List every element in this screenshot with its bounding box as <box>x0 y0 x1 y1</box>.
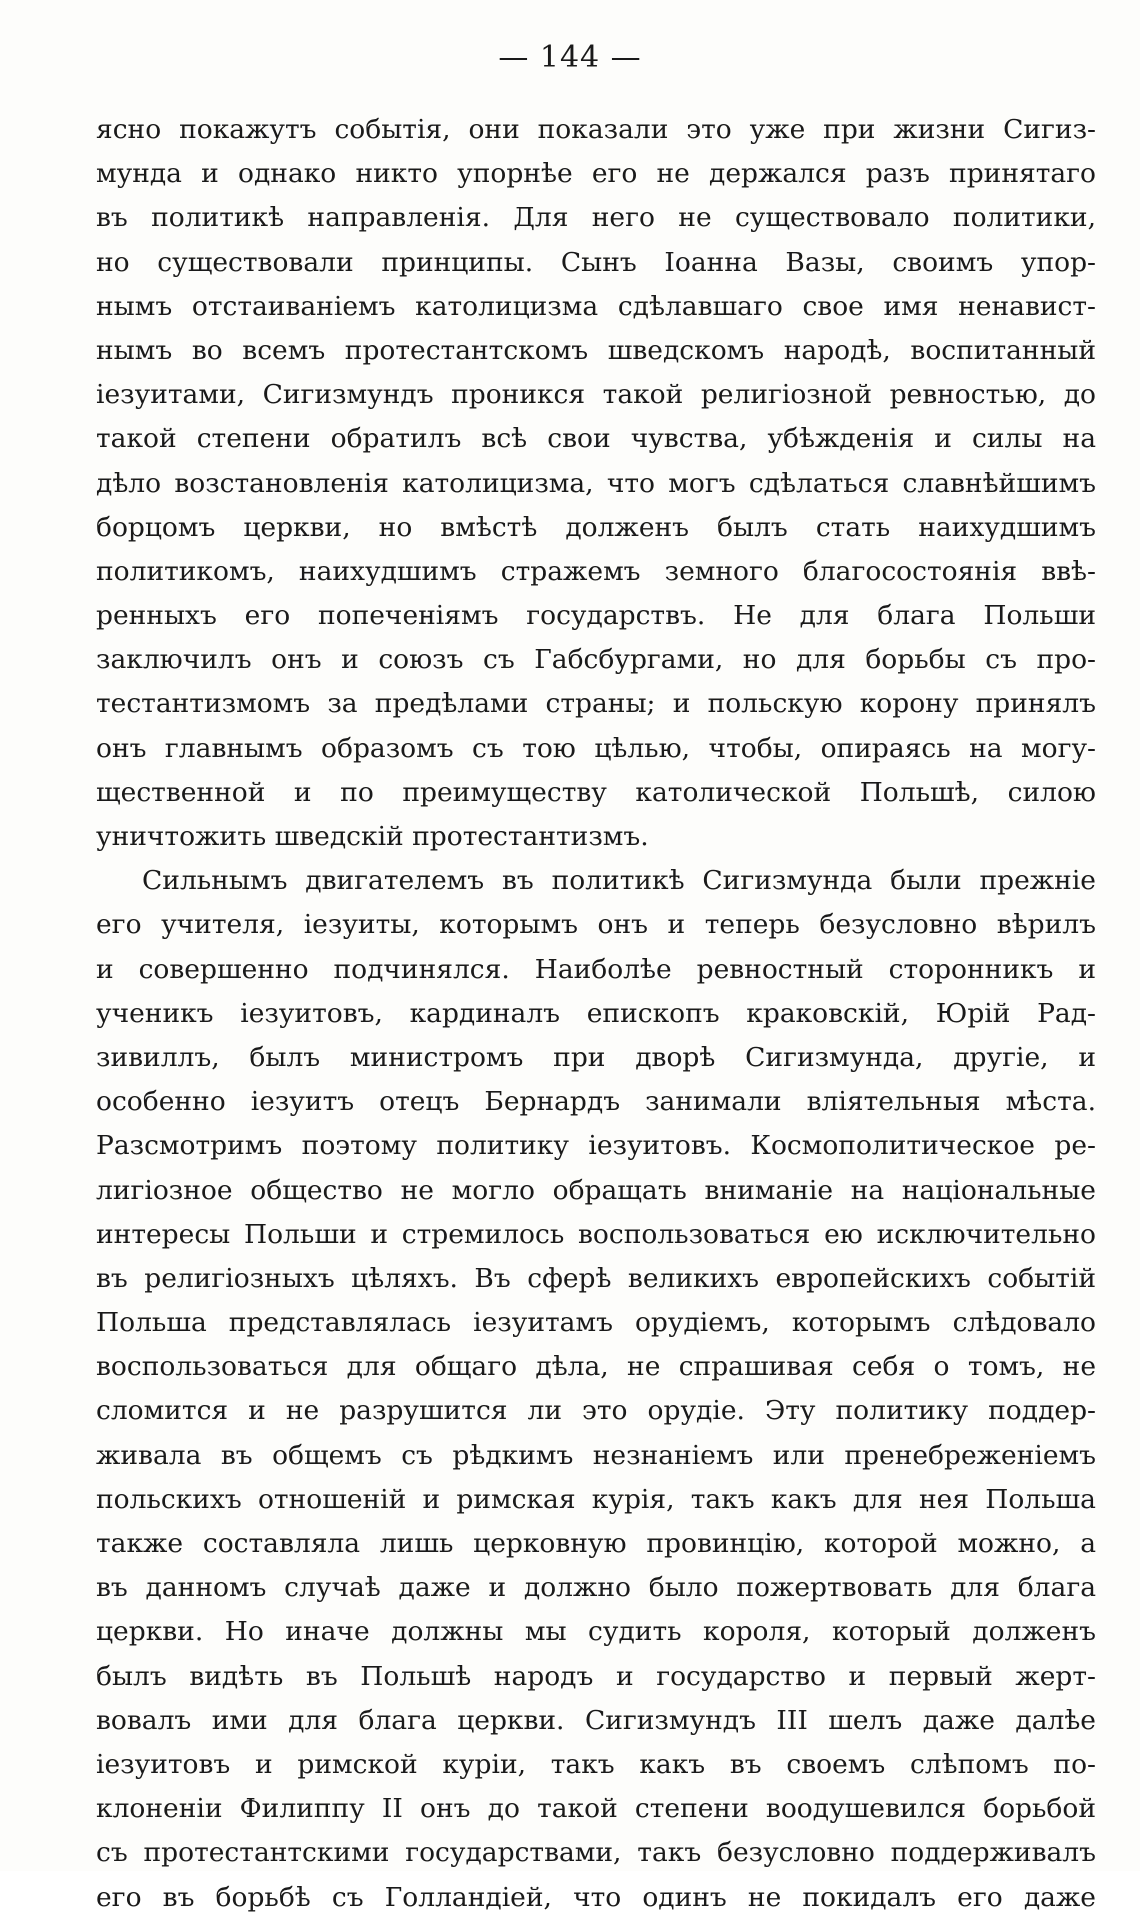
text-line: онъ главнымъ образомъ съ тою цѣлью, чтобы, опираясь на могу- <box>96 732 1096 764</box>
text-line: ясно покажутъ событія, они показали это уже при жизни Сигиз- <box>96 114 1096 145</box>
text-line: съ протестантскими государствами, такъ безусловно поддерживалъ <box>96 1837 1096 1869</box>
text-line: дѣло возстановленія католицизма, что могъ сдѣлаться славнѣйшимъ <box>96 467 1096 499</box>
text-line: въ данномъ случаѣ даже и должно было пожертвовать для блага <box>96 1572 1096 1604</box>
text-line: щественной и по преимуществу католической Польшѣ, силою <box>96 776 1096 808</box>
text-line: борцомъ церкви, но вмѣстѣ долженъ былъ стать наихудшимъ <box>96 511 1096 543</box>
text-line: его учителя, іезуиты, которымъ онъ и теперь безусловно вѣрилъ <box>96 909 1096 941</box>
text-line: сломится и не разрушится ли это орудіе. Эту политику поддер- <box>96 1395 1096 1427</box>
text-line: нымъ отстаиваніемъ католицизма сдѣлавшаго свое имя ненавист- <box>96 290 1096 322</box>
text-line: церкви. Но иначе должны мы судить короля, который долженъ <box>96 1616 1096 1648</box>
text-line: польскихъ отношеній и римская курія, такъ какъ для нея Польша <box>96 1483 1096 1515</box>
text-line: іезуитами, Сигизмундъ проникся такой религіозной ревностью, до <box>96 379 1096 411</box>
text-line: ученикъ іезуитовъ, кардиналъ епископъ краковскій, Юрій Рад- <box>96 997 1096 1029</box>
text-line: ренныхъ его попеченіямъ государствъ. Не для блага Польши <box>96 600 1096 632</box>
text-line: заключилъ онъ и союзъ съ Габсбургами, но для борьбы съ про- <box>96 644 1096 676</box>
text-line: Польша представлялась іезуитамъ орудіемъ, которымъ слѣдовало <box>96 1307 1096 1339</box>
text-line: въ религіозныхъ цѣляхъ. Въ сферѣ великихъ европейскихъ событій <box>96 1262 1096 1294</box>
text-line: мунда и однако никто упорнѣе его не держался разъ принятаго <box>96 158 1096 190</box>
text-line: тестантизмомъ за предѣлами страны; и польскую корону принялъ <box>96 688 1096 720</box>
text-line: клоненіи Филиппу II онъ до такой степени воодушевился борьбой <box>96 1793 1096 1825</box>
text-line: іезуитовъ и римской куріи, такъ какъ въ своемъ слѣпомъ по- <box>96 1748 1096 1780</box>
text-line: его въ борьбѣ съ Голландіей, что одинъ не покидалъ его даже <box>96 1881 1096 1913</box>
text-line: воспользоваться для общаго дѣла, не спрашивая себя о томъ, не <box>96 1351 1096 1383</box>
text-line: вовалъ ими для блага церкви. Сигизмундъ III шелъ даже далѣе <box>96 1704 1096 1736</box>
body-text <box>96 108 1096 1920</box>
text-line: въ политикѣ направленія. Для него не существовало политики, <box>96 202 1096 234</box>
text-line: интересы Польши и стремилось воспользоваться ею исключительно <box>96 1218 1096 1250</box>
paragraph-end-line: уничтожить шведскій протестантизмъ. <box>96 821 649 852</box>
page-number: — 144 — <box>498 40 642 75</box>
text-line: былъ видѣть въ Польшѣ народъ и государство и первый жерт- <box>96 1660 1096 1692</box>
text-line: также составляла лишь церковную провинцію, которой можно, а <box>96 1528 1096 1559</box>
text-line: нымъ во всемъ протестантскомъ шведскомъ народѣ, воспитанный <box>96 334 1096 366</box>
text-line: зивиллъ, былъ министромъ при дворѣ Сигизмунда, другіе, и <box>96 1041 1096 1073</box>
text-line: политикомъ, наихудшимъ стражемъ земного благосостоянія ввѣ- <box>96 555 1096 587</box>
text-line: и совершенно подчинялся. Наиболѣе ревностный сторонникъ и <box>96 953 1096 985</box>
text-line: лигіозное общество не могло обращать вниманіе на національные <box>96 1174 1096 1206</box>
text-line: особенно іезуитъ отецъ Бернардъ занимали вліятельныя мѣста. <box>96 1086 1096 1118</box>
text-line: такой степени обратилъ всѣ свои чувства, убѣжденія и силы на <box>96 423 1096 455</box>
text-line: но существовали принципы. Сынъ Іоанна Вазы, своимъ упор- <box>96 246 1096 278</box>
text-line: живала въ общемъ съ рѣдкимъ незнаніемъ или пренебреженіемъ <box>96 1439 1096 1471</box>
text-line: Разсмотримъ поэтому политику іезуитовъ. Космополитическое ре- <box>96 1130 1096 1162</box>
paragraph-start-line: Сильнымъ двигателемъ въ политикѣ Сигизмунда были прежніе <box>142 865 1096 897</box>
